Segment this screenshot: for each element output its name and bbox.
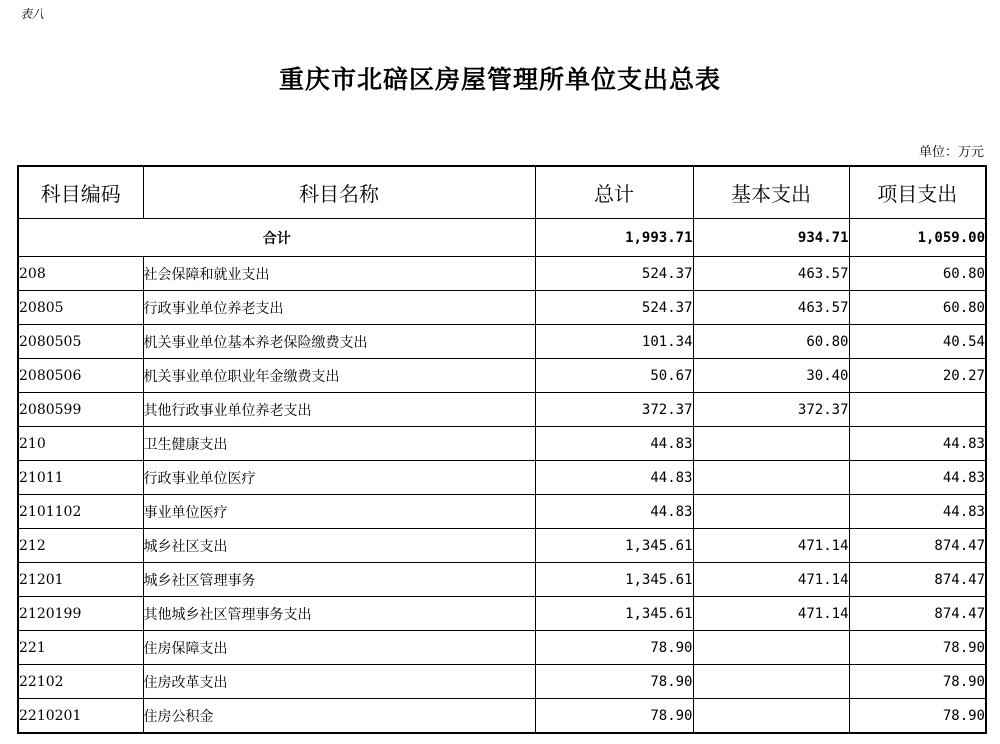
row-project: 78.90 — [849, 631, 986, 665]
row-project — [849, 393, 986, 427]
row-basic: 463.57 — [693, 291, 849, 325]
row-basic — [693, 495, 849, 529]
document-title: 重庆市北碚区房屋管理所单位支出总表 — [278, 65, 721, 94]
row-name: 机关事业单位职业年金缴费支出 — [143, 359, 535, 393]
row-basic — [693, 427, 849, 461]
row-code: 210 — [18, 427, 143, 461]
table-row — [18, 427, 986, 461]
table-row — [18, 495, 986, 529]
table-row — [18, 461, 986, 495]
row-total: 78.90 — [535, 665, 693, 699]
row-project: 60.80 — [849, 291, 986, 325]
row-total: 78.90 — [535, 699, 693, 734]
row-name: 其他行政事业单位养老支出 — [143, 393, 535, 427]
total-sum: 1,993.71 — [535, 219, 693, 257]
row-code: 21201 — [18, 563, 143, 597]
row-code: 2080505 — [18, 325, 143, 359]
row-total: 44.83 — [535, 495, 693, 529]
header-code: 科目编码 — [18, 166, 143, 219]
row-name: 机关事业单位基本养老保险缴费支出 — [143, 325, 535, 359]
row-project: 874.47 — [849, 597, 986, 631]
row-name: 其他城乡社区管理事务支出 — [143, 597, 535, 631]
header-total: 总计 — [535, 166, 693, 219]
row-basic: 471.14 — [693, 597, 849, 631]
table-number: 表八 — [20, 7, 45, 21]
row-basic — [693, 631, 849, 665]
table-row — [18, 291, 986, 325]
row-total: 44.83 — [535, 461, 693, 495]
row-total: 524.37 — [535, 291, 693, 325]
row-project: 874.47 — [849, 563, 986, 597]
table-row — [18, 529, 986, 563]
row-code: 21011 — [18, 461, 143, 495]
row-project: 60.80 — [849, 257, 986, 291]
table-row — [18, 325, 986, 359]
table-row — [18, 699, 986, 734]
row-code: 20805 — [18, 291, 143, 325]
total-label: 合计 — [18, 219, 535, 257]
row-name: 事业单位医疗 — [143, 495, 535, 529]
row-name: 住房公积金 — [143, 699, 535, 734]
row-project: 20.27 — [849, 359, 986, 393]
row-total: 372.37 — [535, 393, 693, 427]
row-code: 212 — [18, 529, 143, 563]
row-project: 78.90 — [849, 699, 986, 734]
row-project: 874.47 — [849, 529, 986, 563]
row-code: 2120199 — [18, 597, 143, 631]
row-total: 524.37 — [535, 257, 693, 291]
row-total: 78.90 — [535, 631, 693, 665]
row-total: 1,345.61 — [535, 529, 693, 563]
row-project: 78.90 — [849, 665, 986, 699]
total-basic: 934.71 — [693, 219, 849, 257]
row-code: 208 — [18, 257, 143, 291]
row-basic: 372.37 — [693, 393, 849, 427]
row-basic — [693, 665, 849, 699]
row-code: 2080599 — [18, 393, 143, 427]
row-name: 行政事业单位养老支出 — [143, 291, 535, 325]
table-row — [18, 597, 986, 631]
total-row — [18, 219, 986, 257]
row-total: 50.67 — [535, 359, 693, 393]
row-basic: 471.14 — [693, 563, 849, 597]
expenditure-table — [17, 165, 987, 734]
unit-label: 单位：万元 — [918, 145, 984, 160]
row-code: 221 — [18, 631, 143, 665]
total-project: 1,059.00 — [849, 219, 986, 257]
row-name: 城乡社区支出 — [143, 529, 535, 563]
row-name: 住房保障支出 — [143, 631, 535, 665]
table-row — [18, 631, 986, 665]
header-row — [18, 166, 986, 219]
row-name: 卫生健康支出 — [143, 427, 535, 461]
row-total: 101.34 — [535, 325, 693, 359]
row-code: 2101102 — [18, 495, 143, 529]
row-project: 44.83 — [849, 495, 986, 529]
table-row — [18, 359, 986, 393]
row-name: 住房改革支出 — [143, 665, 535, 699]
header-basic: 基本支出 — [693, 166, 849, 219]
table-row — [18, 665, 986, 699]
row-code: 22102 — [18, 665, 143, 699]
row-basic — [693, 461, 849, 495]
row-name: 城乡社区管理事务 — [143, 563, 535, 597]
row-total: 1,345.61 — [535, 563, 693, 597]
header-project: 项目支出 — [849, 166, 986, 219]
row-basic: 60.80 — [693, 325, 849, 359]
row-project: 44.83 — [849, 427, 986, 461]
row-basic: 471.14 — [693, 529, 849, 563]
row-basic: 463.57 — [693, 257, 849, 291]
row-project: 40.54 — [849, 325, 986, 359]
table-row — [18, 563, 986, 597]
table-row — [18, 393, 986, 427]
row-total: 1,345.61 — [535, 597, 693, 631]
row-project: 44.83 — [849, 461, 986, 495]
row-total: 44.83 — [535, 427, 693, 461]
row-basic: 30.40 — [693, 359, 849, 393]
header-name: 科目名称 — [143, 166, 535, 219]
row-code: 2210201 — [18, 699, 143, 734]
table-row — [18, 257, 986, 291]
row-name: 社会保障和就业支出 — [143, 257, 535, 291]
row-basic — [693, 699, 849, 734]
row-code: 2080506 — [18, 359, 143, 393]
row-name: 行政事业单位医疗 — [143, 461, 535, 495]
